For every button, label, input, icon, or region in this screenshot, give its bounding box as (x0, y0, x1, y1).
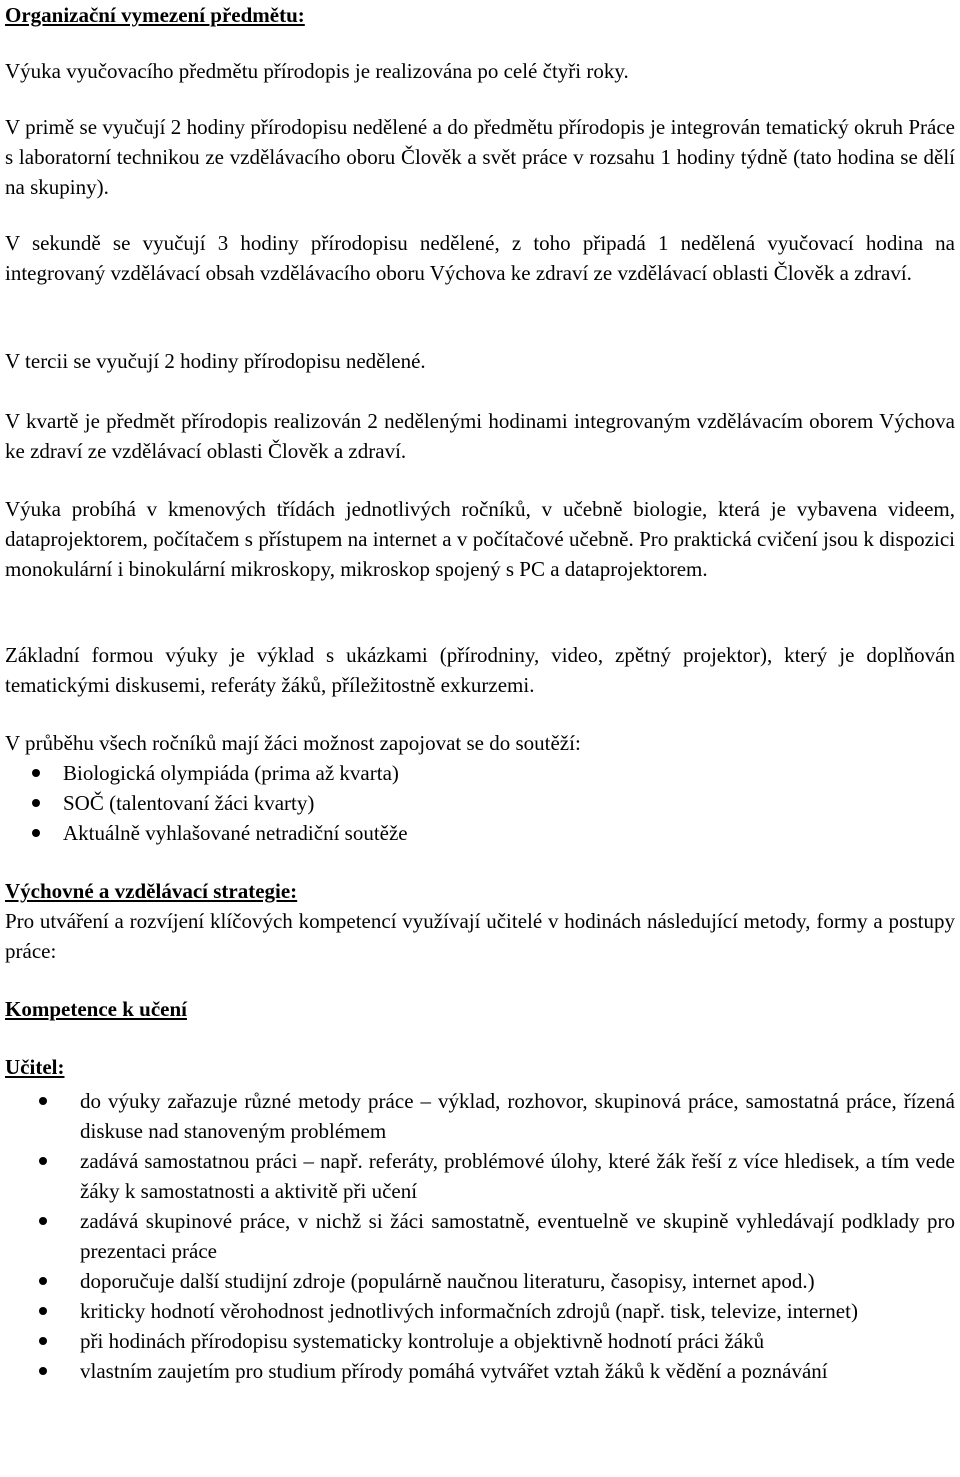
bullet-icon (39, 1307, 47, 1315)
paragraph-strategies-intro: Pro utváření a rozvíjení klíčových kompetencí využívají učitelé v hodinách následující metody, formy a postupy práce: (5, 909, 955, 963)
list-item: Biologická olympiáda (prima až kvarta) (0, 758, 955, 788)
teacher-strategy-list (0, 1086, 955, 1386)
paragraph-sekunda: V sekundě se vyučují 3 hodiny přírodopisu nedělené, z toho připadá 1 nedělená vyučovací hodina na integrovaný vzdělávací obsah vzdělávacího oboru Výchova ke zdraví ze vzdělávací oblasti Člověk a zdraví. (5, 231, 955, 285)
bullet-icon (39, 1337, 47, 1345)
list-item: Aktuálně vyhlašované netradiční soutěže (0, 818, 955, 848)
bullet-icon (32, 829, 40, 837)
subheading-learning-competence: Kompetence k učení (5, 997, 187, 1021)
list-item: při hodinách přírodopisu systematicky kontroluje a objektivně hodnotí práci žáků (0, 1326, 955, 1356)
bullet-icon (39, 1367, 47, 1375)
bullet-icon (39, 1277, 47, 1285)
list-item: vlastním zaujetím pro studium přírody pomáhá vytvářet vztah žáků k vědění a poznávání (0, 1356, 955, 1386)
paragraph-tercie: V tercii se vyučují 2 hodiny přírodopisu nedělené. (5, 349, 426, 373)
paragraph-classrooms: Výuka probíhá v kmenových třídách jednotlivých ročníků, v učebně biologie, která je vybavena videem, dataprojektorem, počítačem s přístupem na internet a v počítačové učebně. Pro praktická cvičení jsou k dispozici monokulární i binokulární mikroskopy, mikroskop spojený s PC a dataprojektorem. (5, 497, 955, 581)
bullet-icon (32, 799, 40, 807)
bullet-icon (32, 769, 40, 777)
role-label-teacher: Učitel: (5, 1055, 65, 1079)
section-heading-organizational: Organizační vymezení předmětu: (5, 3, 305, 27)
competition-list (0, 758, 955, 848)
bullet-icon (39, 1097, 47, 1105)
bullet-icon (39, 1217, 47, 1225)
list-item: zadává samostatnou práci – např. referáty, problémové úlohy, které žák řeší z více hledisek, a tím vede žáky k samostatnosti a aktivitě při učení (0, 1146, 955, 1206)
list-item: do výuky zařazuje různé metody práce – výklad, rozhovor, skupinová práce, samostatná práce, řízená diskuse nad stanoveným problémem (0, 1086, 955, 1146)
list-item: kriticky hodnotí věrohodnost jednotlivých informačních zdrojů (např. tisk, televize, internet) (0, 1296, 955, 1326)
bullet-icon (39, 1157, 47, 1165)
paragraph-teaching-form: Základní formou výuky je výklad s ukázkami (přírodniny, video, zpětný projektor), který je doplňován tematickými diskusemi, referáty žáků, příležitostně exkurzemi. (5, 643, 955, 697)
list-item: doporučuje další studijní zdroje (populárně naučnou literaturu, časopisy, internet apod.) (0, 1266, 955, 1296)
section-heading-strategies: Výchovné a vzdělávací strategie: (5, 879, 298, 903)
paragraph-competitions-intro: V průběhu všech ročníků mají žáci možnost zapojovat se do soutěží: (5, 731, 581, 755)
list-item: SOČ (talentovaní žáci kvarty) (0, 788, 955, 818)
paragraph-kvarta: V kvartě je předmět přírodopis realizován 2 nedělenými hodinami integrovaným vzdělávacím oborem Výchova ke zdraví ze vzdělávací oblasti Člověk a zdraví. (5, 409, 955, 463)
paragraph-prima: V primě se vyučují 2 hodiny přírodopisu nedělené a do předmětu přírodopis je integrován tematický okruh Práce s laboratorní technikou ze vzdělávacího oboru Člověk a svět práce v rozsahu 1 hodiny týdně (tato hodina se dělí na skupiny). (5, 115, 955, 199)
paragraph-duration: Výuka vyučovacího předmětu přírodopis je realizována po celé čtyři roky. (5, 59, 629, 83)
list-item: zadává skupinové práce, v nichž si žáci samostatně, eventuelně ve skupině vyhledávají podklady pro prezentaci práce (0, 1206, 955, 1266)
